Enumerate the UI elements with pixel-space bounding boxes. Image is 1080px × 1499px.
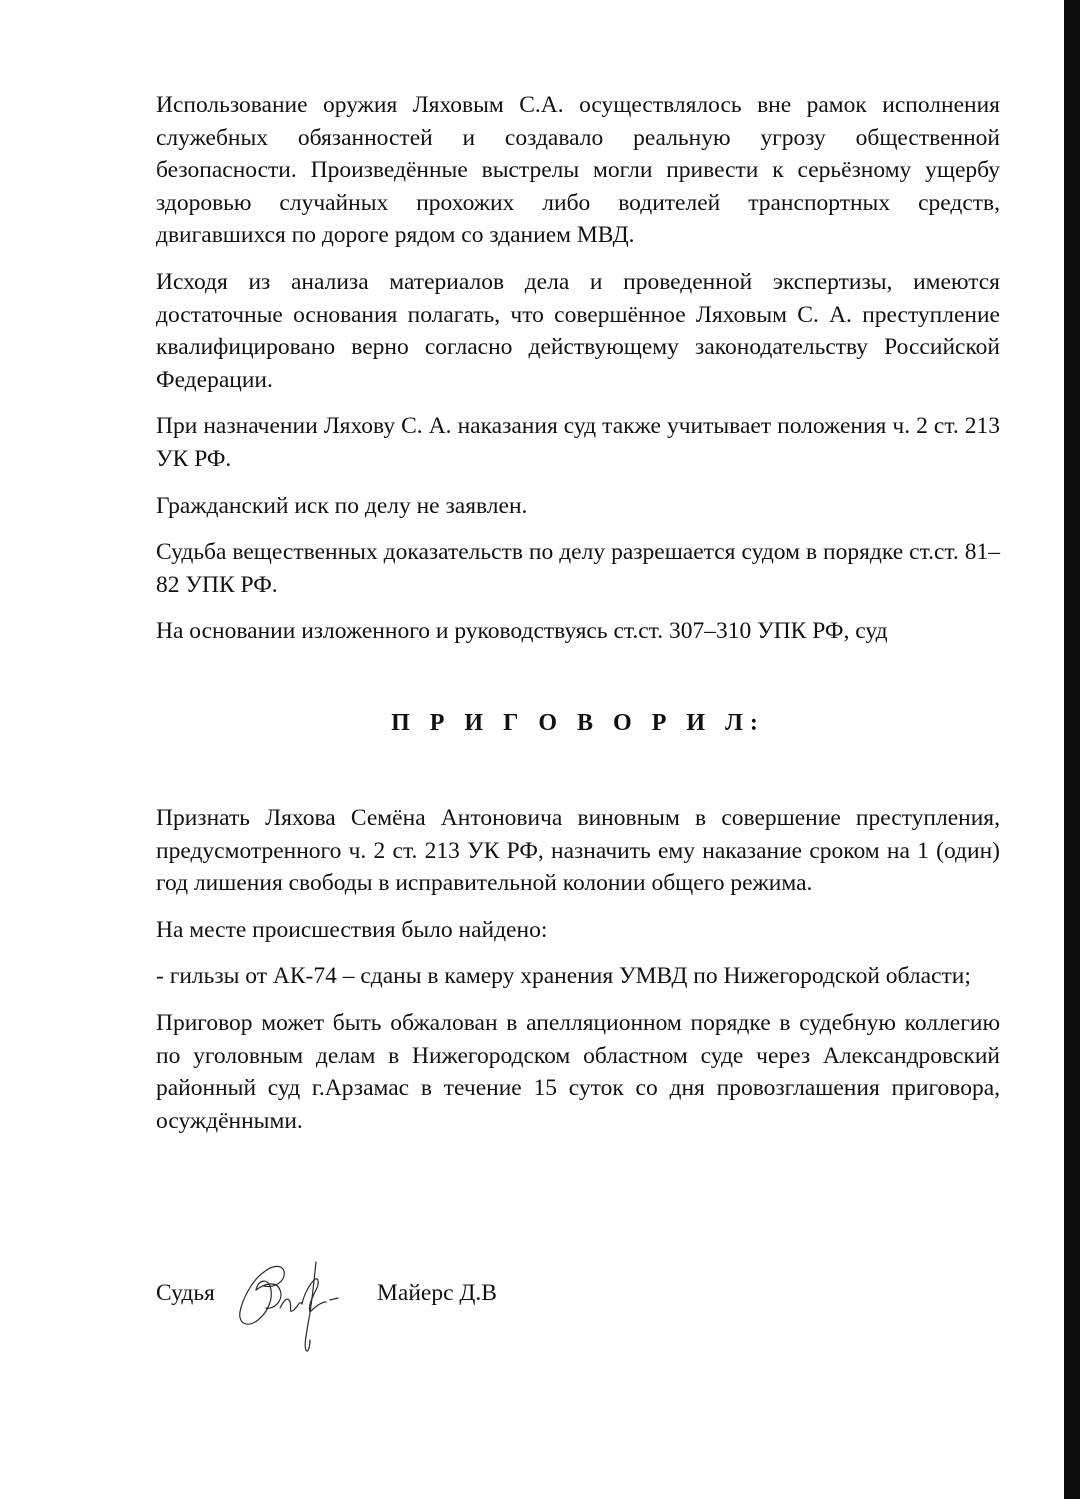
paragraph-appeal: Приговор может быть обжалован в апелляционном порядке в судебную коллегию по уголовным делам в Нижегородском областном суде через Александровский районный суд г.Арзамас в течение 15 суток со дня провозглашения приговора, осуждёнными. [156, 1009, 1000, 1134]
paragraph-sentencing-considerations: При назначении Ляхову С. А. наказания суд также учитывает положения ч. 2 ст. 213 УК РФ. [156, 413, 1000, 472]
signature-block [156, 1276, 1000, 1366]
viewer-edge [1064, 0, 1080, 1499]
paragraph-weapon-use: Использование оружия Ляховым С.А. осуществлялось вне рамок исполнения служебных обязанностей и создавало реальную угрозу общественной безопасности. Произведённые выстрелы могли привести к серьёзному ущербу здоровью случайных прохожих либо водителей транспортных средств, двигавшихся по дороге рядом со зданием МВД. [156, 92, 1000, 249]
verdict-reasoning-section [156, 89, 1000, 648]
handwritten-signature [234, 1250, 354, 1354]
paragraph-evidence: Судьба вещественных доказательств по делу разрешается судом в порядке ст.ст. 81–82 УПК РФ. [156, 539, 1000, 598]
paragraph-found-at-scene: На месте происшествия было найдено: [156, 916, 548, 943]
paragraph-civil-claim: Гражданский иск по делу не заявлен. [156, 492, 528, 519]
judge-label: Судья [156, 1280, 215, 1306]
judge-name: Майерс Д.В [377, 1280, 497, 1306]
verdict-decision-section [156, 802, 1000, 1137]
paragraph-cartridge-cases: - гильзы от АК-74 – сданы в камеру хранения УМВД по Нижегородской области; [156, 963, 971, 990]
paragraph-qualification: Исходя из анализа материалов дела и проведенной экспертизы, имеются достаточные основания полагать, что совершённое Ляховым С. А. преступление квалифицировано верно согласно действующему законодательству Российской Федерации. [156, 268, 1000, 393]
paragraph-guilty-verdict: Признать Ляхова Семёна Антоновича виновным в совершение преступления, предусмотренного ч. 2 ст. 213 УК РФ, назначить ему наказание сроком на 1 (один) год лишения свободы в исправительной колонии общего режима. [156, 805, 1000, 897]
paragraph-legal-basis: На основании изложенного и руководствуясь ст.ст. 307–310 УПК РФ, суд [156, 618, 888, 645]
verdict-heading: П Р И Г О В О Р И Л: [391, 710, 765, 736]
